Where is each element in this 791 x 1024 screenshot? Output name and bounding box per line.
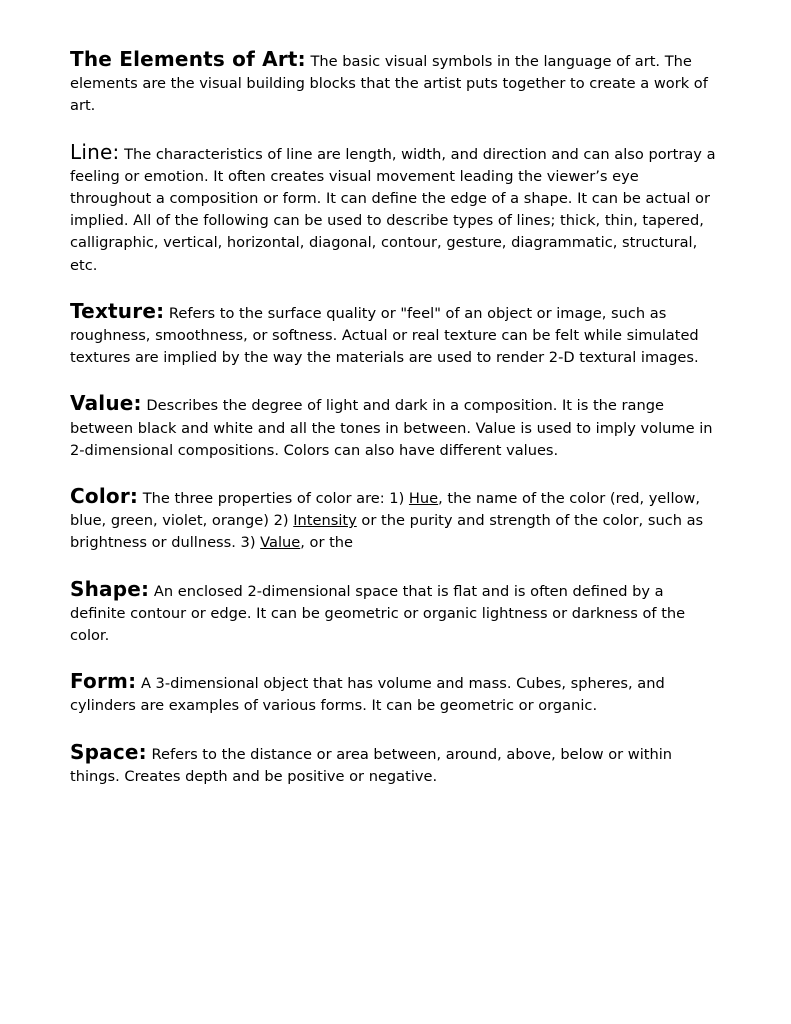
section-text: The characteristics of line are length, width, and direction and can also portray a feeling or emotion. It often creates visual movement leading the viewer’s eye throughout a composition or form. It can define the edge of a shape. It can be actual or implied. All of the following can be used to describe types of lines; thick, thin, tapered, calligraphic, vertical, horizontal, diagonal, contour, gesture, diagrammatic, structural, etc. bbox=[70, 145, 716, 274]
section-text: Describes the degree of light and dark in a composition. It is the range between black and white and all the tones in between. Value is used to imply volume in 2-dimensional compositions. Colors can also have different values. bbox=[70, 397, 713, 459]
section-term: Form: bbox=[70, 669, 137, 694]
section-text: Refers to the surface quality or "feel" of an object or image, such as roughness, smoothness, or softness. Actual or real texture can be felt while simulated textures are implied by the way the materials are used to render 2-D textural images. bbox=[70, 304, 699, 367]
section-value bbox=[70, 392, 722, 462]
section-text: A 3-dimensional object that has volume and mass. Cubes, spheres, and cylinders are examples of various forms. It can be geometric or organic. bbox=[70, 675, 665, 715]
section-space bbox=[70, 741, 722, 788]
intensity-term: Intensity bbox=[293, 512, 357, 530]
section-term: Value: bbox=[70, 391, 142, 416]
section-text: , the name of the color (red, yellow, blue, green, violet, orange) 2) bbox=[70, 490, 701, 530]
section-text: An enclosed 2-dimensional space that is flat and is often defined by a definite contour or edge. It can be geometric or organic lightness or darkness of the color. bbox=[70, 582, 686, 645]
section-term: Line: bbox=[70, 139, 120, 164]
hue-term: Hue bbox=[408, 490, 439, 508]
section-term: Shape: bbox=[70, 576, 150, 601]
section-text: Refers to the distance or area between, around, above, below or within things. Creates depth and be positive or negative. bbox=[70, 745, 673, 785]
section-text: , or the bbox=[300, 534, 354, 552]
section-term: Space: bbox=[70, 739, 147, 764]
section-line bbox=[70, 141, 722, 277]
section-term: Texture: bbox=[70, 298, 165, 323]
section-term: The Elements of Art: bbox=[70, 47, 306, 71]
section-term: Color: bbox=[70, 484, 139, 509]
section-text: The basic visual symbols in the language of art. The elements are the visual building blocks that the artist puts together to create a work of art. bbox=[70, 53, 708, 115]
section-elements-of-art bbox=[70, 48, 722, 118]
section-color bbox=[70, 485, 722, 555]
section-shape bbox=[70, 578, 722, 648]
value-term: Value bbox=[260, 534, 301, 552]
document-page bbox=[70, 48, 722, 788]
section-form bbox=[70, 670, 722, 717]
section-text: The three properties of color are: 1) bbox=[142, 490, 405, 508]
section-texture bbox=[70, 300, 722, 370]
section-text: or the purity and strength of the color, such as brightness or dullness. 3) bbox=[70, 512, 704, 552]
